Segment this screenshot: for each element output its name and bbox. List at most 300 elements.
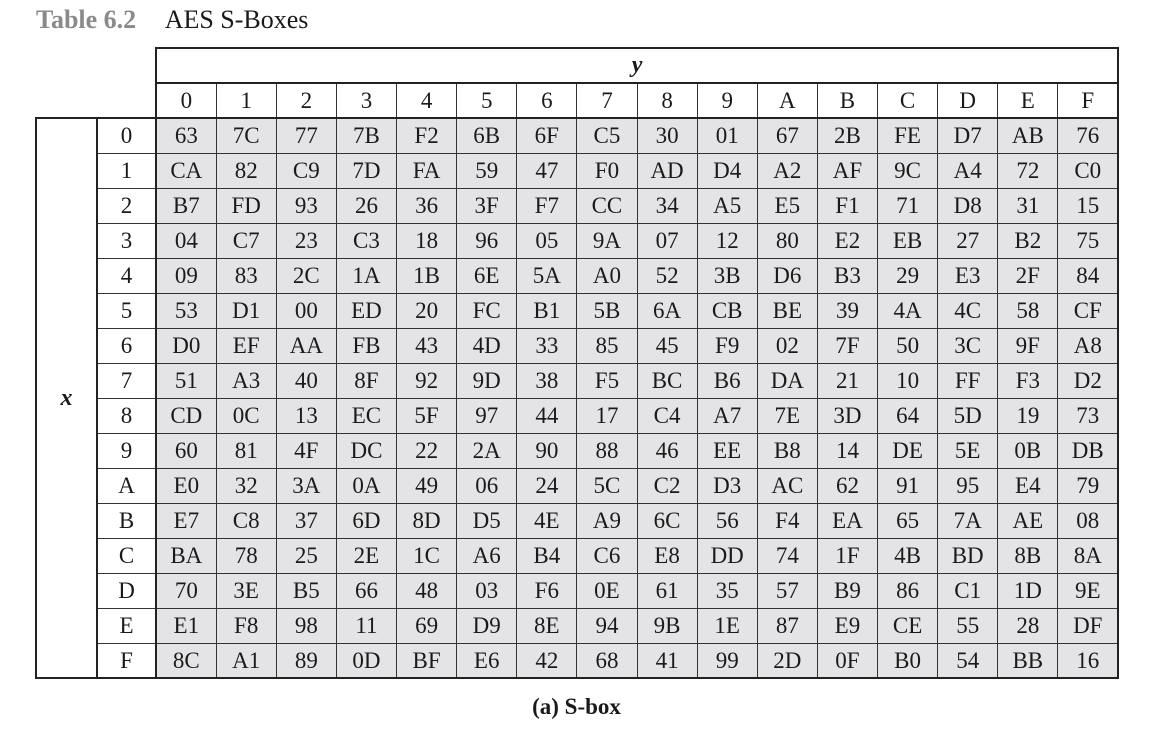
sbox-cell: 0E [577, 573, 637, 608]
sbox-cell: 75 [1058, 223, 1118, 258]
sbox-cell: 8A [1058, 538, 1118, 573]
table-row [36, 468, 1118, 503]
sbox-cell: A0 [577, 258, 637, 293]
sbox-cell: CB [697, 293, 757, 328]
column-header: 1 [216, 83, 276, 118]
table-row [36, 608, 1118, 643]
sbox-cell: B2 [998, 223, 1058, 258]
sbox-cell: 8D [397, 503, 457, 538]
row-header: D [97, 573, 156, 608]
sbox-cell: 7E [757, 398, 817, 433]
sbox-cell: 98 [276, 608, 336, 643]
sbox-cell: 67 [757, 118, 817, 153]
x-axis-label: x [36, 118, 97, 678]
row-header: 7 [97, 363, 156, 398]
sbox-cell: E7 [156, 503, 216, 538]
table-title [36, 4, 308, 36]
sbox-cell: B5 [276, 573, 336, 608]
sbox-cell: 1A [336, 258, 396, 293]
sbox-cell: 7A [938, 503, 998, 538]
sbox-cell: 5F [397, 398, 457, 433]
sbox-cell: 1C [397, 538, 457, 573]
sbox-cell: 83 [216, 258, 276, 293]
sbox-cell: 02 [757, 328, 817, 363]
sbox-cell: 8E [517, 608, 577, 643]
sbox-cell: E4 [998, 468, 1058, 503]
sbox-cell: 8C [156, 643, 216, 678]
sbox-cell: 9B [637, 608, 697, 643]
sbox-cell: A5 [697, 188, 757, 223]
sbox-cell: 9A [577, 223, 637, 258]
row-header: 6 [97, 328, 156, 363]
sbox-cell: E9 [817, 608, 877, 643]
column-header: F [1058, 83, 1118, 118]
sbox-cell: 77 [276, 118, 336, 153]
sbox-cell: 89 [276, 643, 336, 678]
table-row [36, 258, 1118, 293]
column-header: 0 [156, 83, 216, 118]
sbox-cell: D9 [457, 608, 517, 643]
sbox-cell: E6 [457, 643, 517, 678]
sbox-cell: 57 [757, 573, 817, 608]
sbox-cell: 5D [938, 398, 998, 433]
sbox-cell: F4 [757, 503, 817, 538]
sbox-cell: DC [336, 433, 396, 468]
table-row [36, 573, 1118, 608]
sbox-cell: 97 [457, 398, 517, 433]
sbox-cell: 86 [878, 573, 938, 608]
table-row [36, 293, 1118, 328]
sbox-cell: B9 [817, 573, 877, 608]
sbox-cell: C9 [276, 153, 336, 188]
table-row [36, 433, 1118, 468]
sbox-cell: B3 [817, 258, 877, 293]
sbox-cell: 6C [637, 503, 697, 538]
sbox-cell: 55 [938, 608, 998, 643]
sbox-cell: BF [397, 643, 457, 678]
sbox-cell: 93 [276, 188, 336, 223]
sbox-cell: 4B [878, 538, 938, 573]
row-header: B [97, 503, 156, 538]
sbox-cell: 33 [517, 328, 577, 363]
sbox-cell: 72 [998, 153, 1058, 188]
sbox-cell: AD [637, 153, 697, 188]
table-row [36, 153, 1118, 188]
sbox-cell: 17 [577, 398, 637, 433]
sbox-cell: BD [938, 538, 998, 573]
sbox-cell: 34 [637, 188, 697, 223]
sbox-cell: B7 [156, 188, 216, 223]
sbox-cell: FF [938, 363, 998, 398]
sbox-cell: C2 [637, 468, 697, 503]
sbox-cell: D3 [697, 468, 757, 503]
sbox-cell: 78 [216, 538, 276, 573]
sbox-cell: 2E [336, 538, 396, 573]
sbox-cell: 7C [216, 118, 276, 153]
sbox-cell: 28 [998, 608, 1058, 643]
sbox-cell: 43 [397, 328, 457, 363]
row-header: C [97, 538, 156, 573]
sbox-cell: B6 [697, 363, 757, 398]
sbox-cell: 4C [938, 293, 998, 328]
y-axis-row [36, 48, 1118, 83]
sbox-cell: 4A [878, 293, 938, 328]
sbox-cell: 1B [397, 258, 457, 293]
sbox-cell: 96 [457, 223, 517, 258]
sbox-cell: 76 [1058, 118, 1118, 153]
sbox-cell: 24 [517, 468, 577, 503]
table-row [36, 503, 1118, 538]
sbox-cell: E3 [938, 258, 998, 293]
sbox-cell: CF [1058, 293, 1118, 328]
sbox-cell: B8 [757, 433, 817, 468]
sbox-cell: 0B [998, 433, 1058, 468]
sbox-cell: 7F [817, 328, 877, 363]
sbox-cell: 88 [577, 433, 637, 468]
sbox-cell: 3E [216, 573, 276, 608]
sbox-cell: 0C [216, 398, 276, 433]
sbox-cell: 0F [817, 643, 877, 678]
sbox-table [35, 47, 1119, 679]
sbox-cell: A3 [216, 363, 276, 398]
sbox-cell: 05 [517, 223, 577, 258]
sbox-cell: AC [757, 468, 817, 503]
sbox-cell: 3D [817, 398, 877, 433]
column-header: 5 [457, 83, 517, 118]
table-row [36, 118, 1118, 153]
table-title-text: AES S-Boxes [164, 5, 309, 34]
sbox-cell: EF [216, 328, 276, 363]
sbox-cell: BC [637, 363, 697, 398]
sbox-cell: E0 [156, 468, 216, 503]
sbox-cell: 92 [397, 363, 457, 398]
sbox-cell: E2 [817, 223, 877, 258]
sbox-cell: 2D [757, 643, 817, 678]
sbox-cell: A9 [577, 503, 637, 538]
row-header: 3 [97, 223, 156, 258]
sbox-cell: D1 [216, 293, 276, 328]
sbox-cell: F5 [577, 363, 637, 398]
sbox-cell: 00 [276, 293, 336, 328]
sbox-cell: C3 [336, 223, 396, 258]
column-header: 3 [336, 83, 396, 118]
sbox-cell: F8 [216, 608, 276, 643]
sbox-cell: BE [757, 293, 817, 328]
sbox-cell: 85 [577, 328, 637, 363]
sbox-cell: E1 [156, 608, 216, 643]
sbox-cell: 79 [1058, 468, 1118, 503]
sbox-cell: 0D [336, 643, 396, 678]
table-caption: (a) S-box [532, 694, 621, 719]
sbox-cell: D0 [156, 328, 216, 363]
sbox-cell: D7 [938, 118, 998, 153]
column-header: 4 [397, 83, 457, 118]
sbox-cell: 1D [998, 573, 1058, 608]
sbox-cell: 22 [397, 433, 457, 468]
column-header-row [36, 83, 1118, 118]
sbox-cell: D6 [757, 258, 817, 293]
column-header: 9 [697, 83, 757, 118]
column-header: 7 [577, 83, 637, 118]
sbox-cell: 54 [938, 643, 998, 678]
sbox-cell: 04 [156, 223, 216, 258]
sbox-cell: C8 [216, 503, 276, 538]
sbox-cell: C0 [1058, 153, 1118, 188]
sbox-cell: 7D [336, 153, 396, 188]
sbox-cell: 0A [336, 468, 396, 503]
sbox-cell: C1 [938, 573, 998, 608]
row-header: 9 [97, 433, 156, 468]
sbox-cell: 29 [878, 258, 938, 293]
sbox-cell: 66 [336, 573, 396, 608]
sbox-cell: 27 [938, 223, 998, 258]
table-row [36, 328, 1118, 363]
corner-blank [36, 83, 156, 118]
sbox-cell: 32 [216, 468, 276, 503]
sbox-cell: 4F [276, 433, 336, 468]
row-header: 5 [97, 293, 156, 328]
sbox-cell: 2B [817, 118, 877, 153]
table-row [36, 363, 1118, 398]
sbox-cell: 20 [397, 293, 457, 328]
sbox-cell: CC [577, 188, 637, 223]
sbox-cell: 3B [697, 258, 757, 293]
sbox-table-body [36, 48, 1118, 678]
sbox-cell: BA [156, 538, 216, 573]
sbox-cell: 41 [637, 643, 697, 678]
sbox-cell: 81 [216, 433, 276, 468]
sbox-cell: 01 [697, 118, 757, 153]
sbox-cell: 5A [517, 258, 577, 293]
sbox-cell: 5C [577, 468, 637, 503]
sbox-cell: 62 [817, 468, 877, 503]
sbox-cell: 84 [1058, 258, 1118, 293]
sbox-cell: 58 [998, 293, 1058, 328]
sbox-cell: F7 [517, 188, 577, 223]
sbox-cell: CA [156, 153, 216, 188]
sbox-cell: 30 [637, 118, 697, 153]
sbox-cell: 1F [817, 538, 877, 573]
sbox-cell: EE [697, 433, 757, 468]
table-row [36, 643, 1118, 678]
sbox-cell: A2 [757, 153, 817, 188]
column-header: B [817, 83, 877, 118]
corner-blank [36, 48, 156, 83]
sbox-cell: EA [817, 503, 877, 538]
sbox-cell: FB [336, 328, 396, 363]
sbox-cell: 63 [156, 118, 216, 153]
sbox-cell: F0 [577, 153, 637, 188]
sbox-cell: DB [1058, 433, 1118, 468]
sbox-cell: 12 [697, 223, 757, 258]
sbox-cell: 65 [878, 503, 938, 538]
sbox-cell: 6D [336, 503, 396, 538]
sbox-cell: 51 [156, 363, 216, 398]
sbox-cell: 06 [457, 468, 517, 503]
sbox-cell: AF [817, 153, 877, 188]
sbox-cell: 07 [637, 223, 697, 258]
sbox-cell: 91 [878, 468, 938, 503]
sbox-cell: 2C [276, 258, 336, 293]
sbox-cell: DE [878, 433, 938, 468]
sbox-cell: 99 [697, 643, 757, 678]
sbox-cell: 37 [276, 503, 336, 538]
sbox-cell: 56 [697, 503, 757, 538]
sbox-cell: 26 [336, 188, 396, 223]
sbox-cell: A8 [1058, 328, 1118, 363]
sbox-cell: DF [1058, 608, 1118, 643]
sbox-cell: 9F [998, 328, 1058, 363]
sbox-cell: D2 [1058, 363, 1118, 398]
sbox-cell: 21 [817, 363, 877, 398]
sbox-cell: FE [878, 118, 938, 153]
sbox-cell: 94 [577, 608, 637, 643]
sbox-cell: A4 [938, 153, 998, 188]
sbox-cell: 60 [156, 433, 216, 468]
sbox-cell: 36 [397, 188, 457, 223]
sbox-cell: F1 [817, 188, 877, 223]
sbox-cell: F9 [697, 328, 757, 363]
table-row [36, 398, 1118, 433]
sbox-cell: 9C [878, 153, 938, 188]
sbox-cell: FD [216, 188, 276, 223]
sbox-cell: C6 [577, 538, 637, 573]
sbox-cell: 3A [276, 468, 336, 503]
sbox-cell: AE [998, 503, 1058, 538]
sbox-cell: 2F [998, 258, 1058, 293]
sbox-cell: 87 [757, 608, 817, 643]
sbox-cell: 82 [216, 153, 276, 188]
row-header: 2 [97, 188, 156, 223]
sbox-cell: FA [397, 153, 457, 188]
sbox-cell: F3 [998, 363, 1058, 398]
sbox-cell: 13 [276, 398, 336, 433]
sbox-cell: 61 [637, 573, 697, 608]
sbox-cell: 80 [757, 223, 817, 258]
column-header: E [998, 83, 1058, 118]
sbox-cell: 9E [1058, 573, 1118, 608]
sbox-cell: 52 [637, 258, 697, 293]
sbox-cell: 39 [817, 293, 877, 328]
sbox-cell: 19 [998, 398, 1058, 433]
sbox-cell: DD [697, 538, 757, 573]
sbox-cell: F6 [517, 573, 577, 608]
sbox-cell: 40 [276, 363, 336, 398]
sbox-cell: 8B [998, 538, 1058, 573]
sbox-cell: 4D [457, 328, 517, 363]
sbox-cell: 73 [1058, 398, 1118, 433]
sbox-cell: 5E [938, 433, 998, 468]
sbox-cell: D4 [697, 153, 757, 188]
sbox-cell: C4 [637, 398, 697, 433]
sbox-cell: 47 [517, 153, 577, 188]
sbox-cell: 49 [397, 468, 457, 503]
row-header: 1 [97, 153, 156, 188]
row-header: E [97, 608, 156, 643]
sbox-cell: EB [878, 223, 938, 258]
sbox-cell: 31 [998, 188, 1058, 223]
sbox-cell: E5 [757, 188, 817, 223]
sbox-cell: BB [998, 643, 1058, 678]
sbox-cell: 08 [1058, 503, 1118, 538]
sbox-cell: 5B [577, 293, 637, 328]
row-header: 8 [97, 398, 156, 433]
sbox-cell: 42 [517, 643, 577, 678]
sbox-cell: 8F [336, 363, 396, 398]
sbox-cell: C7 [216, 223, 276, 258]
column-header: D [938, 83, 998, 118]
sbox-cell: 09 [156, 258, 216, 293]
sbox-cell: F2 [397, 118, 457, 153]
sbox-cell: AB [998, 118, 1058, 153]
row-header: F [97, 643, 156, 678]
sbox-cell: 1E [697, 608, 757, 643]
sbox-cell: B1 [517, 293, 577, 328]
row-header: 4 [97, 258, 156, 293]
sbox-cell: FC [457, 293, 517, 328]
sbox-cell: 35 [697, 573, 757, 608]
sbox-cell: 3C [938, 328, 998, 363]
sbox-cell: A6 [457, 538, 517, 573]
sbox-cell: 71 [878, 188, 938, 223]
sbox-cell: 38 [517, 363, 577, 398]
table-row [36, 188, 1118, 223]
sbox-cell: 44 [517, 398, 577, 433]
sbox-cell: EC [336, 398, 396, 433]
sbox-cell: D8 [938, 188, 998, 223]
sbox-cell: 90 [517, 433, 577, 468]
sbox-cell: 45 [637, 328, 697, 363]
sbox-cell: A7 [697, 398, 757, 433]
table-number-label: Table 6.2 [36, 5, 137, 34]
sbox-cell: CE [878, 608, 938, 643]
sbox-cell: 3F [457, 188, 517, 223]
sbox-cell: 18 [397, 223, 457, 258]
sbox-cell: 68 [577, 643, 637, 678]
sbox-cell: 16 [1058, 643, 1118, 678]
sbox-cell: C5 [577, 118, 637, 153]
sbox-cell: 6F [517, 118, 577, 153]
sbox-cell: 6A [637, 293, 697, 328]
row-header: 0 [97, 118, 156, 153]
column-header: 8 [637, 83, 697, 118]
sbox-cell: ED [336, 293, 396, 328]
column-header: 2 [276, 83, 336, 118]
table-row [36, 223, 1118, 258]
sbox-cell: 14 [817, 433, 877, 468]
sbox-cell: 7B [336, 118, 396, 153]
sbox-cell: A1 [216, 643, 276, 678]
y-axis-label: y [156, 48, 1118, 83]
column-header: C [878, 83, 938, 118]
sbox-cell: 25 [276, 538, 336, 573]
sbox-cell: 59 [457, 153, 517, 188]
sbox-cell: 6B [457, 118, 517, 153]
sbox-cell: CD [156, 398, 216, 433]
sbox-cell: 46 [637, 433, 697, 468]
sbox-cell: 69 [397, 608, 457, 643]
sbox-cell: 03 [457, 573, 517, 608]
table-row [36, 538, 1118, 573]
sbox-cell: AA [276, 328, 336, 363]
sbox-cell: 10 [878, 363, 938, 398]
sbox-cell: 64 [878, 398, 938, 433]
sbox-cell: 48 [397, 573, 457, 608]
sbox-cell: D5 [457, 503, 517, 538]
sbox-cell: 9D [457, 363, 517, 398]
sbox-cell: 2A [457, 433, 517, 468]
sbox-cell: 95 [938, 468, 998, 503]
